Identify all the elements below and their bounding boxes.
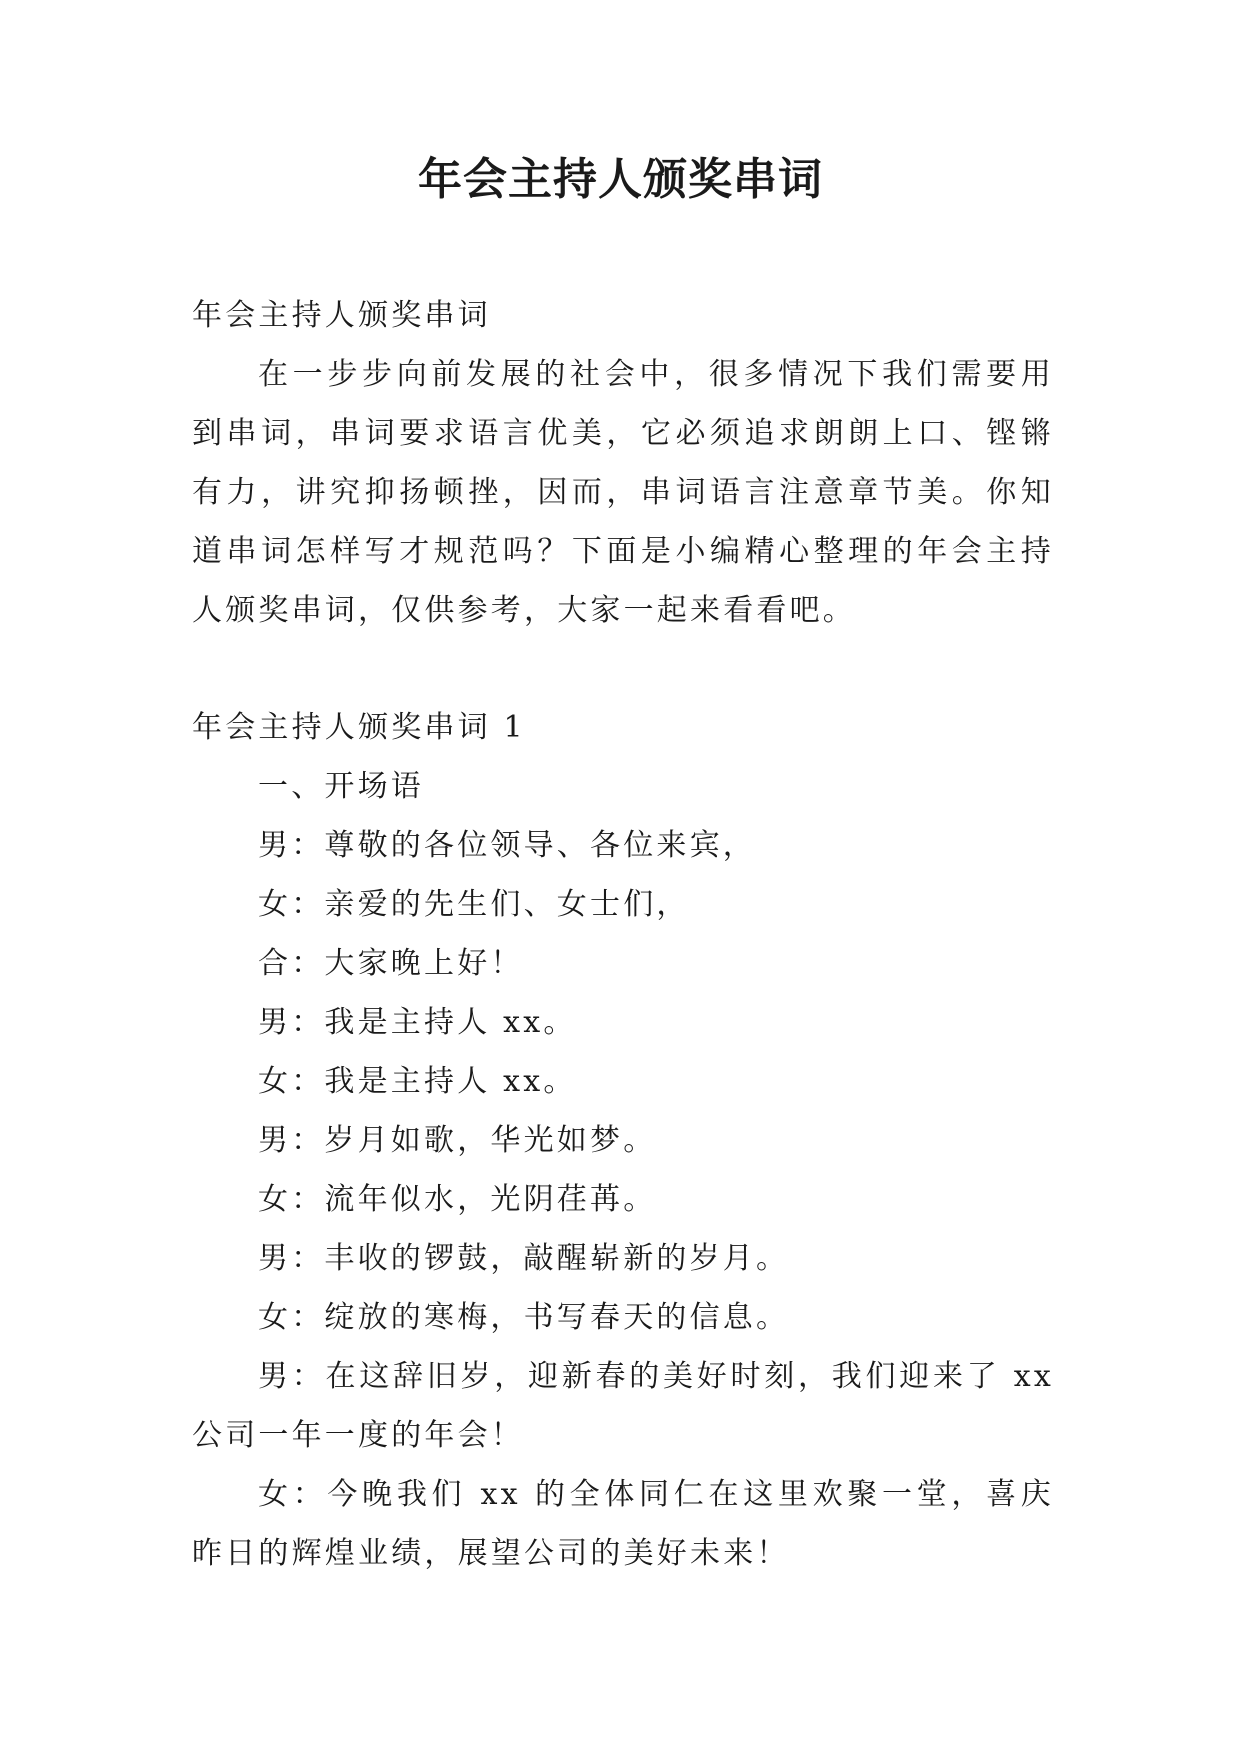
- section-1: [192, 698, 1054, 1583]
- section-heading: 年会主持人颁奖串词 1: [192, 710, 526, 745]
- dialogue-line: 男：尊敬的各位领导、各位来宾，: [258, 828, 756, 863]
- document-title: 年会主持人颁奖串词: [418, 154, 823, 205]
- intro-paragraph: 在一步步向前发展的社会中，很多情况下我们需要用到串词，串词要求语言优美，它必须追求朗朗上口、铿锵有力，讲究抑扬顿挫，因而，串词语言注意章节美。你知道串词怎样写才规范吗？下面是小编精心整理的年会主持人颁奖串词，仅供参考，大家一起来看看吧。: [192, 357, 1054, 628]
- dialogue-line: 男：丰收的锣鼓，敲醒崭新的岁月。: [258, 1241, 790, 1276]
- dialogue-line: 男：在这辞旧岁，迎新春的美好时刻，我们迎来了 xx 公司一年一度的年会！: [192, 1359, 1054, 1453]
- dialogue-line: 女：流年似水，光阴荏苒。: [258, 1182, 657, 1217]
- dialogue-line: 男：我是主持人 xx。: [258, 1005, 577, 1040]
- section-subtitle: 年会主持人颁奖串词: [192, 298, 491, 333]
- dialogue-line: 女：我是主持人 xx。: [258, 1064, 577, 1099]
- dialogue-line: 女：今晚我们 xx 的全体同仁在这里欢聚一堂，喜庆昨日的辉煌业绩，展望公司的美好未来！: [192, 1477, 1054, 1571]
- dialogue-line: 合：大家晚上好！: [258, 946, 524, 981]
- intro-section: [192, 286, 1054, 640]
- dialogue-line: 女：亲爱的先生们、女士们，: [258, 887, 690, 922]
- dialogue-line: 女：绽放的寒梅，书写春天的信息。: [258, 1300, 790, 1335]
- section-subheading: 一、开场语: [258, 769, 424, 804]
- dialogue-line: 男：岁月如歌，华光如梦。: [258, 1123, 657, 1158]
